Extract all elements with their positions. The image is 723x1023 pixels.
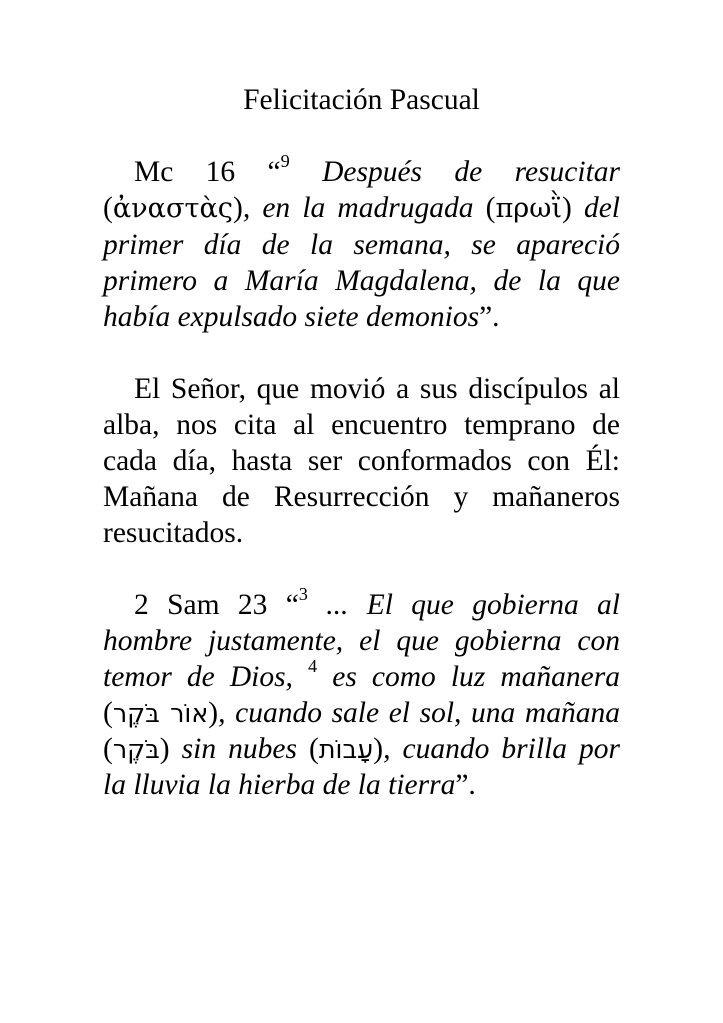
quote-text: ... El que gobierna al hombre justamente, el que gobierna con temor de Dios,	[103, 589, 620, 693]
quote-text: , en la madrugada	[242, 192, 474, 224]
quote-close: ”.	[479, 301, 500, 333]
verse-number: 4	[308, 656, 318, 677]
quote-text: es como luz mañanera	[317, 661, 620, 693]
quote-text: sin nubes	[169, 733, 297, 765]
scripture-reference: 2 Sam 23 “	[134, 589, 299, 621]
greek-word: πρωῒ	[495, 193, 562, 224]
quote-text: , cuando sale el sol, una mañana	[218, 697, 620, 729]
quote-close: ”.	[455, 769, 476, 801]
scripture-reference: Mc 16 “	[134, 156, 281, 188]
verse-number: 3	[298, 584, 308, 605]
paren-close: )	[159, 733, 170, 765]
hebrew-word: אוֹר בֹּקֶר	[112, 698, 209, 728]
quote-text: del primer día de la semana, se apareció primero a María Magdalena, de la que había expulsado siete demonios	[103, 192, 621, 333]
paragraph-gospel-quote	[103, 151, 621, 335]
greek-word: ἀναστὰς	[112, 193, 233, 224]
quote-text: Después de resucitar	[289, 156, 620, 188]
paren-open: (	[103, 733, 113, 765]
paren-open: (	[296, 733, 319, 765]
paren-close: )	[561, 192, 572, 224]
document-page	[103, 82, 620, 803]
paren-open: (	[103, 192, 113, 224]
hebrew-word: עָבוֹת	[318, 734, 374, 764]
paren-close: )	[373, 733, 384, 765]
paren-open: (	[103, 697, 113, 729]
verse-number: 9	[280, 151, 290, 172]
page-title: Felicitación Pascual	[243, 84, 480, 116]
paren-close: )	[232, 192, 243, 224]
hebrew-word: בֹּקֶר	[112, 734, 160, 764]
paren-open: (	[473, 192, 496, 224]
paren-close: )	[208, 697, 219, 729]
paragraph-reflection: El Señor, que movió a sus discípulos al alba, nos cita al encuentro temprano de cada día, hasta ser conformados con Él: Mañana de Resurrección y mañaneros resucitados.	[103, 373, 620, 549]
quote-text: , cuando brilla por la lluvia la hierba de la tierra	[103, 733, 620, 801]
paragraph-samuel-quote	[103, 584, 620, 803]
